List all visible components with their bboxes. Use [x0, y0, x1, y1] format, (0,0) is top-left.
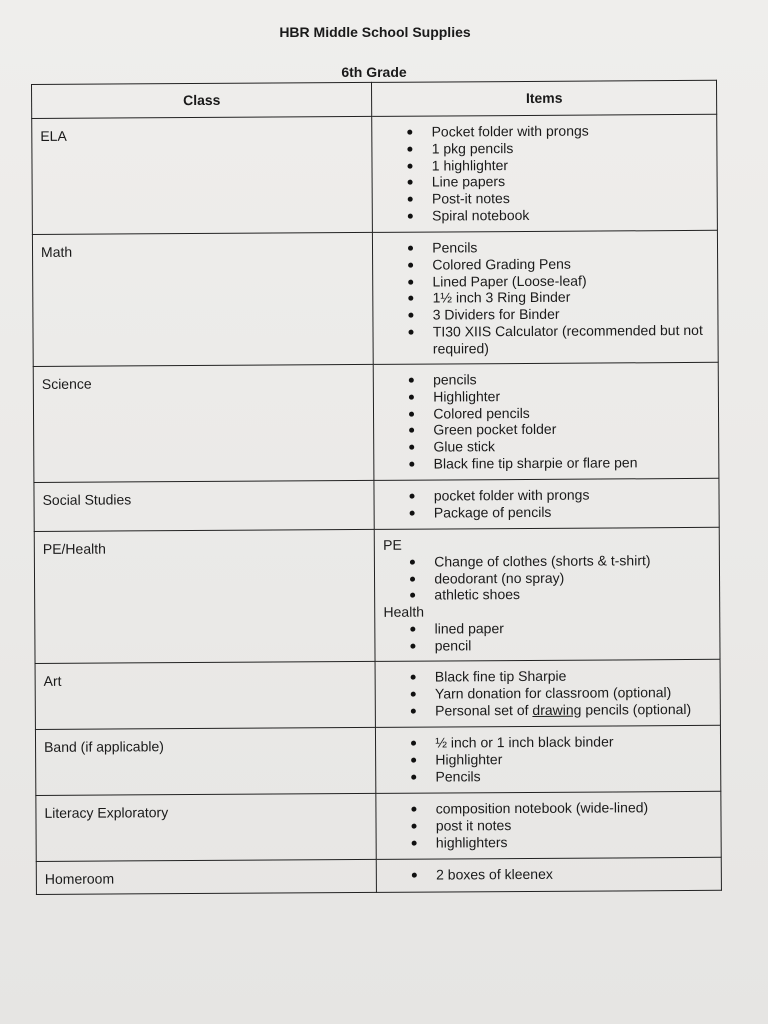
list-item: pencil [382, 636, 714, 655]
list-item: ½ inch or 1 inch black binder [382, 733, 714, 752]
class-cell-pe-health: PE/Health [34, 529, 375, 663]
items-cell-band [376, 725, 721, 793]
item-list [381, 552, 713, 604]
list-item: Black fine tip Sharpie [382, 667, 714, 686]
list-item: Line papers [379, 172, 711, 191]
table-row [36, 857, 721, 894]
list-item: Pocket folder with prongs [379, 122, 711, 141]
items-cell-homeroom [377, 857, 722, 892]
list-item: Change of clothes (shorts & t-shirt) [381, 552, 713, 571]
table-row [34, 527, 720, 663]
list-item: TI30 XIIS Calculator (recommended but not required) [380, 322, 712, 358]
items-cell-ela [372, 114, 717, 232]
table-row [35, 725, 720, 795]
list-item: pocket folder with prongs [381, 486, 713, 505]
underlined-word: drawing [532, 701, 582, 718]
class-cell-homeroom: Homeroom [36, 859, 376, 894]
item-list [379, 238, 711, 358]
table-row [36, 791, 721, 861]
health-sublabel: Health [383, 603, 425, 621]
list-item: 2 boxes of kleenex [383, 865, 715, 884]
supplies-table [31, 80, 722, 895]
item-list [379, 122, 711, 225]
list-item: Glue stick [380, 437, 712, 456]
items-cell-social-studies [374, 478, 719, 529]
table-row [32, 114, 718, 234]
class-cell-literacy-exploratory: Literacy Exploratory [36, 793, 377, 861]
list-item: deodorant (no spray) [381, 568, 713, 587]
class-column-header: Class [32, 82, 372, 118]
item-list [383, 865, 715, 884]
list-item: 1½ inch 3 Ring Binder [380, 288, 712, 307]
item-list [382, 733, 714, 785]
list-item: 3 Dividers for Binder [380, 305, 712, 324]
pe-sublabel: PE [383, 536, 402, 553]
list-item [382, 700, 714, 719]
list-item: Colored Grading Pens [379, 255, 711, 274]
table-header-row [32, 80, 717, 118]
list-item: post it notes [383, 816, 715, 835]
class-cell-art: Art [35, 661, 376, 729]
item-list [382, 619, 714, 655]
class-cell-science: Science [33, 364, 374, 482]
list-item: Green pocket folder [380, 420, 712, 439]
list-item: lined paper [382, 619, 714, 638]
list-item: Highlighter [382, 750, 714, 769]
list-item: Post-it notes [379, 189, 711, 208]
list-item: Spiral notebook [379, 206, 711, 225]
list-item: Package of pencils [381, 503, 713, 522]
table-row [34, 478, 719, 531]
class-cell-social-studies: Social Studies [34, 480, 375, 531]
list-item: athletic shoes [381, 585, 713, 604]
list-item: pencils [380, 370, 712, 389]
list-item: 1 highlighter [379, 155, 711, 174]
list-item: Lined Paper (Loose-leaf) [379, 271, 711, 290]
items-cell-pe-health [374, 527, 720, 661]
class-cell-band: Band (if applicable) [35, 727, 376, 795]
item-list [382, 667, 714, 719]
items-cell-math [373, 230, 719, 364]
list-item: Pencils [382, 766, 714, 785]
list-item: Black fine tip sharpie or flare pen [381, 454, 713, 473]
item-text-suffix: pencils (optional) [581, 700, 692, 718]
grade-heading: 6th Grade [341, 64, 407, 80]
list-item: Highlighter [380, 387, 712, 406]
table-row [32, 230, 718, 366]
list-item: Colored pencils [380, 403, 712, 422]
class-cell-math: Math [32, 232, 373, 366]
table-row [33, 362, 719, 482]
items-column-header: Items [372, 80, 717, 116]
list-item: Yarn donation for classroom (optional) [382, 684, 714, 703]
table-row [35, 659, 720, 729]
items-cell-literacy-exploratory [376, 791, 721, 859]
class-cell-ela: ELA [32, 116, 373, 234]
items-cell-science [373, 362, 718, 480]
item-list [381, 486, 713, 522]
item-list [383, 799, 715, 851]
list-item: Pencils [379, 238, 711, 257]
item-text-prefix: Personal set of [435, 701, 533, 719]
document-title: HBR Middle School Supplies [279, 24, 471, 40]
list-item: highlighters [383, 832, 715, 851]
item-list [380, 370, 712, 473]
list-item: 1 pkg pencils [379, 139, 711, 158]
list-item: composition notebook (wide-lined) [383, 799, 715, 818]
items-cell-art [375, 659, 720, 727]
